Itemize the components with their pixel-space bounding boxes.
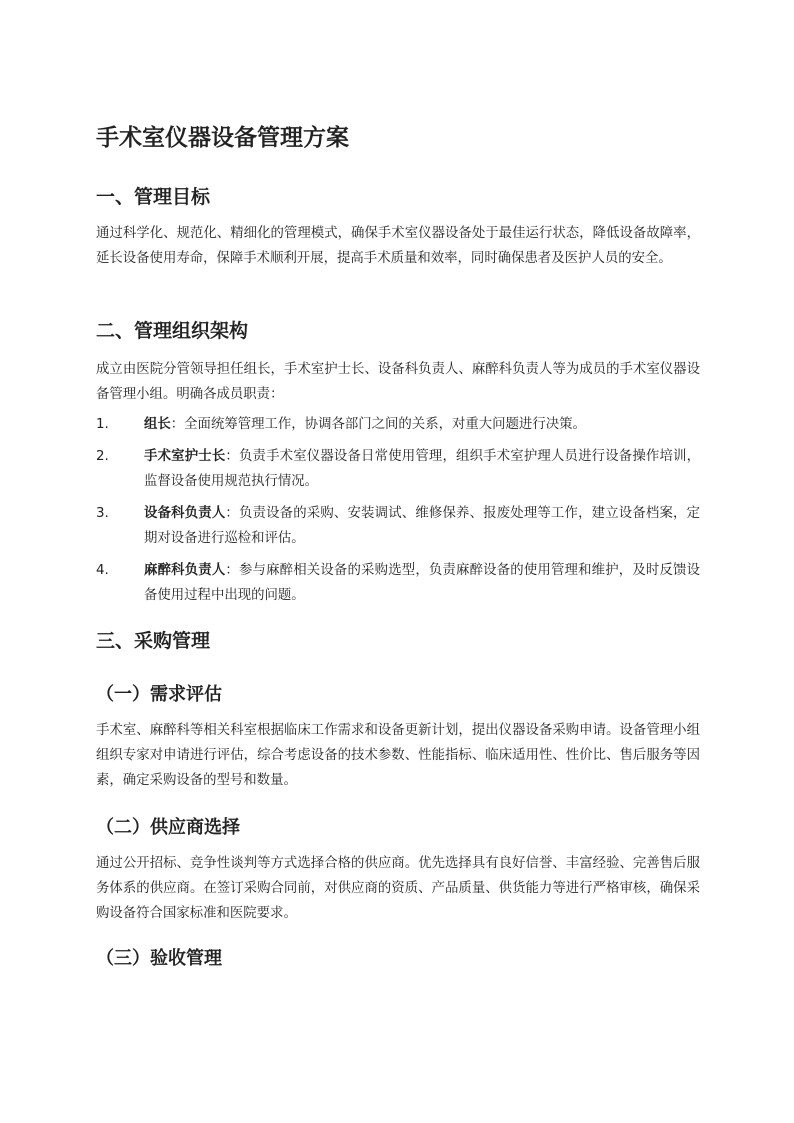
list-item-term: 麻醉科负责人 <box>144 563 226 578</box>
subsection-heading-acceptance: （三）验收管理 <box>96 948 222 969</box>
list-item-term: 设备科负责人 <box>144 506 226 521</box>
list-item <box>96 501 700 551</box>
section-paragraph-management-goals: 通过科学化、规范化、精细化的管理模式，确保手术室仪器设备处于最佳运行状态，降低设备故障率，延长设备使用寿命，保障手术顺利开展，提高手术质量和效率，同时确保患者及医护人员的安全。 <box>96 226 700 266</box>
section-heading-procurement: 三、采购管理 <box>96 630 211 652</box>
list-item-number: 1. <box>96 417 109 432</box>
subsection-heading-supplier-selection: （二）供应商选择 <box>96 817 240 838</box>
list-item <box>96 412 700 437</box>
document-title: 手术室仪器设备管理方案 <box>96 125 349 151</box>
list-item-term: 手术室护士长 <box>144 449 226 464</box>
list-item-number: 2. <box>96 449 109 464</box>
list-item <box>96 444 700 494</box>
list-item-text: ：负责手术室仪器设备日常使用管理，组织手术室护理人员进行设备操作培训，监督设备使用规范执行情况。 <box>144 449 701 489</box>
responsibility-list <box>96 412 700 615</box>
section-heading-management-goals: 一、管理目标 <box>96 186 211 208</box>
section-paragraph-organization: 成立由医院分管领导担任组长，手术室护士长、设备科负责人、麻醉科负责人等为成员的手术室仪器设备管理小组。明确各成员职责： <box>96 362 700 402</box>
subsection-paragraph-supplier-selection: 通过公开招标、竞争性谈判等方式选择合格的供应商。优先选择具有良好信誉、丰富经验、完善售后服务体系的供应商。在签订采购合同前，对供应商的资质、产品质量、供货能力等进行严格审核，确保采购设备符合国家标准和医院要求。 <box>96 856 700 921</box>
list-item-term: 组长 <box>144 417 171 432</box>
list-item-text: ：参与麻醉相关设备的采购选型，负责麻醉设备的使用管理和维护，及时反馈设备使用过程中出现的问题。 <box>144 563 701 603</box>
list-item-text: ：负责设备的采购、安装调试、维修保养、报废处理等工作，建立设备档案，定期对设备进行巡检和评估。 <box>144 506 701 546</box>
list-item-number: 4. <box>96 563 109 578</box>
list-item <box>96 558 700 608</box>
list-item-number: 3. <box>96 506 109 521</box>
subsection-heading-needs-assessment: （一）需求评估 <box>96 684 222 705</box>
section-heading-organization: 二、管理组织架构 <box>96 320 249 342</box>
subsection-paragraph-needs-assessment: 手术室、麻醉科等相关科室根据临床工作需求和设备更新计划，提出仪器设备采购申请。设备管理小组组织专家对申请进行评估，综合考虑设备的技术参数、性能指标、临床适用性、性价比、售后服务等因素，确定采购设备的型号和数量。 <box>96 723 700 788</box>
list-item-text: ：全面统筹管理工作，协调各部门之间的关系，对重大问题进行决策。 <box>170 417 586 432</box>
